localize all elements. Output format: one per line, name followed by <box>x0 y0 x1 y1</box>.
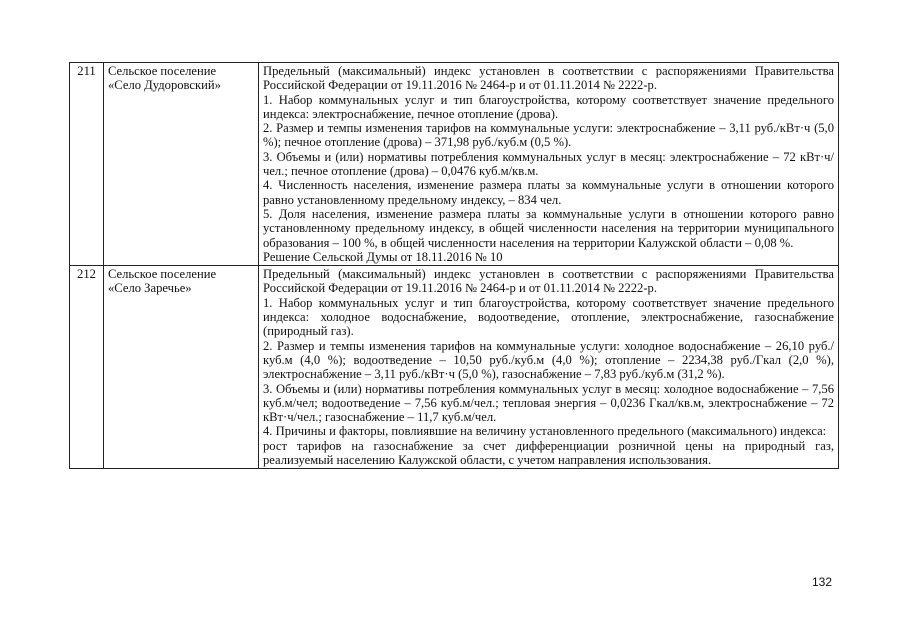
item-1: 1. Набор коммунальных услуг и тип благоустройства, которому соответствует значение предельного индекса: электроснабжение, печное отопление (дрова). <box>263 92 834 121</box>
settlement-type: Сельское поселение <box>108 64 217 78</box>
row-number: 212 <box>70 266 104 469</box>
settlement-type: Сельское поселение <box>108 267 217 282</box>
intro-text: Предельный (максимальный) индекс установлен в соответствии с распоряжениями Правительства Российской Федерации от 19.11.2016 № 2464-р и от 01.11.2014 № 2222-р. <box>263 267 834 296</box>
item-5: рост тарифов на газоснабжение за счет дифференциации розничной цены на природный газ, реализуемый населению Калужской области, с учетом направления использования. <box>263 438 834 468</box>
item-2: 2. Размер и темпы изменения тарифов на коммунальные услуги: холодное водоснабжение – 26,10 руб./куб.м (4,0 %); водоотведение – 10,50 руб./куб.м (4,0 %); отопление – 2234,38 руб./Гкал (2,0 %), электроснабжение – 3,11 руб./кВт·ч (5,0 %), газоснабжение – 7,83 руб./куб.м (31,2 %). <box>263 338 834 382</box>
item-4: 4. Численность населения, изменение размера платы за коммунальные услуги в отношении которого равно установленному предельному индексу, – 834 чел. <box>263 178 834 207</box>
index-table <box>69 62 839 469</box>
index-description <box>259 266 839 469</box>
item-5: 5. Доля населения, изменение размера платы за коммунальные услуги в отношении которого равно установленному предельному индексу, в общей численности населения на территории муниципального образования – 100 %, в общей численности населения на территории Калужской области – 0,08 %. <box>263 206 834 250</box>
settlement-title: «Село Заречье» <box>108 281 192 296</box>
row-number: 211 <box>70 63 104 266</box>
page-number: 132 <box>812 575 833 589</box>
item-3: 3. Объемы и (или) нормативы потребления коммунальных услуг в месяц: холодное водоснабжение – 7,56 куб.м/чел; водоотведение – 7,56 куб.м/чел.; тепловая энергия – 0,0236 Гкал/кв.м, электроснабжение – 72 кВт·ч/чел.; газоснабжение – 11,7 куб.м/чел. <box>263 381 834 425</box>
item-1: 1. Набор коммунальных услуг и тип благоустройства, которому соответствует значение предельного индекса: холодное водоснабжение, водоотведение, отопление, электроснабжение, газоснабжение (природный газ). <box>263 295 834 339</box>
settlement-name <box>104 63 259 266</box>
settlement-title: «Село Дудоровский» <box>108 78 221 93</box>
table-row <box>70 63 839 266</box>
table-row <box>70 266 839 469</box>
intro-text: Предельный (максимальный) индекс установлен в соответствии с распоряжениями Правительства Российской Федерации от 19.11.2016 № 2464-р и от 01.11.2014 № 2222-р. <box>263 64 834 93</box>
index-description <box>259 63 839 266</box>
item-4: 4. Причины и факторы, повлиявшие на величину установленного предельного (максимального) индекса: <box>263 424 827 439</box>
settlement-name <box>104 266 259 469</box>
item-2: 2. Размер и темпы изменения тарифов на коммунальные услуги: электроснабжение – 3,11 руб./кВт·ч (5,0 %); печное отопление (дрова) – 371,98 руб./куб.м (0,5 %). <box>263 121 834 150</box>
decision-reference: Решение Сельской Думы от 18.11.2016 № 10 <box>263 249 503 264</box>
item-3: 3. Объемы и (или) нормативы потребления коммунальных услуг в месяц: электроснабжение – 72 кВт·ч/чел.; печное отопление (дрова) – 0,0476 куб.м/кв.м. <box>263 149 834 179</box>
